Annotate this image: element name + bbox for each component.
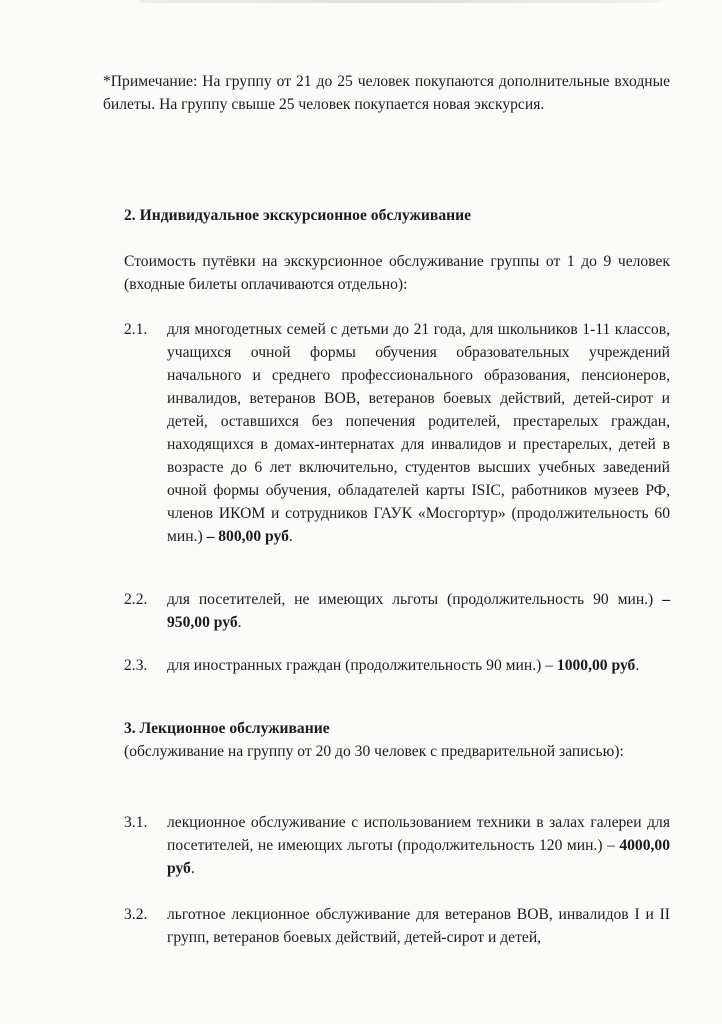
item-number: 2.1.: [124, 321, 148, 338]
item-text: [167, 811, 670, 880]
section-3-intro: (обслуживание на группу от 20 до 30 человек с предварительной записью):: [124, 743, 624, 760]
list-item-3-2: [124, 903, 670, 953]
item-body: для иностранных граждан (продолжительность 90 мин.) –: [167, 657, 557, 674]
item-price: 4000,00 руб: [167, 837, 670, 877]
item-number: 3.2.: [124, 906, 148, 923]
item-price: – 950,00 руб: [167, 591, 670, 631]
item-body: для посетителей, не имеющих льготы (продолжительность 90 мин.): [167, 591, 663, 608]
item-number: 2.2.: [124, 591, 148, 608]
item-text: [167, 318, 670, 548]
item-text: льготное лекционное обслуживание для ветеранов ВОВ, инвалидов I и II групп, ветеранов боевых действий, детей-сирот и детей,: [167, 906, 670, 946]
item-end: .: [635, 657, 640, 674]
section-3-heading: 3. Лекционное обслуживание: [124, 720, 330, 737]
item-number: 2.3.: [124, 657, 148, 674]
section-2-intro: Стоимость путёвки на экскурсионное обслуживание группы от 1 до 9 человек (входные билеты оплачиваются отдельно):: [124, 253, 670, 293]
item-end: .: [237, 614, 242, 631]
list-item-2-1: [124, 318, 670, 568]
list-item-2-3: [124, 654, 670, 702]
list-item-2-2: [124, 588, 670, 636]
item-end: .: [288, 528, 293, 545]
item-text: [167, 654, 670, 677]
scan-edge-artifact: [140, 0, 660, 3]
list-item-3-1: [124, 811, 670, 881]
item-text: [167, 588, 670, 634]
item-price: – 800,00 руб: [206, 528, 289, 545]
item-body: для многодетных семей с детьми до 21 года, для школьников 1-11 классов, учащихся очной формы обучения образовательных учреждений начального и среднего профессионального образования, пенсионеров, инвалидов, ветеранов ВОВ, ветеранов боевых действий, детей-сирот и детей, оставшихся без попечения родителей, престарелых граждан, находящихся в домах-интернатах для инвалидов и престарелых, детей в возрасте до 6 лет включительно, студентов высших учебных заведений очной формы обучения, обладателей карты ISIC, работников музеев РФ, членов ИКОМ и сотрудников ГАУК «Мосгортур» (продолжительность 60 мин.): [167, 321, 670, 545]
item-end: .: [190, 860, 195, 877]
section-2-heading: 2. Индивидуальное экскурсионное обслуживание: [124, 207, 472, 224]
item-number: 3.1.: [124, 814, 148, 831]
item-price: 1000,00 руб: [556, 657, 636, 674]
note-paragraph: *Примечание: На группу от 21 до 25 человек покупаются дополнительные входные билеты. На группу свыше 25 человек покупается новая экскурсия.: [103, 73, 670, 113]
item-body: лекционное обслуживание с использованием техники в залах галереи для посетителей, не имеющих льготы (продолжительность 120 мин.) –: [167, 814, 670, 854]
